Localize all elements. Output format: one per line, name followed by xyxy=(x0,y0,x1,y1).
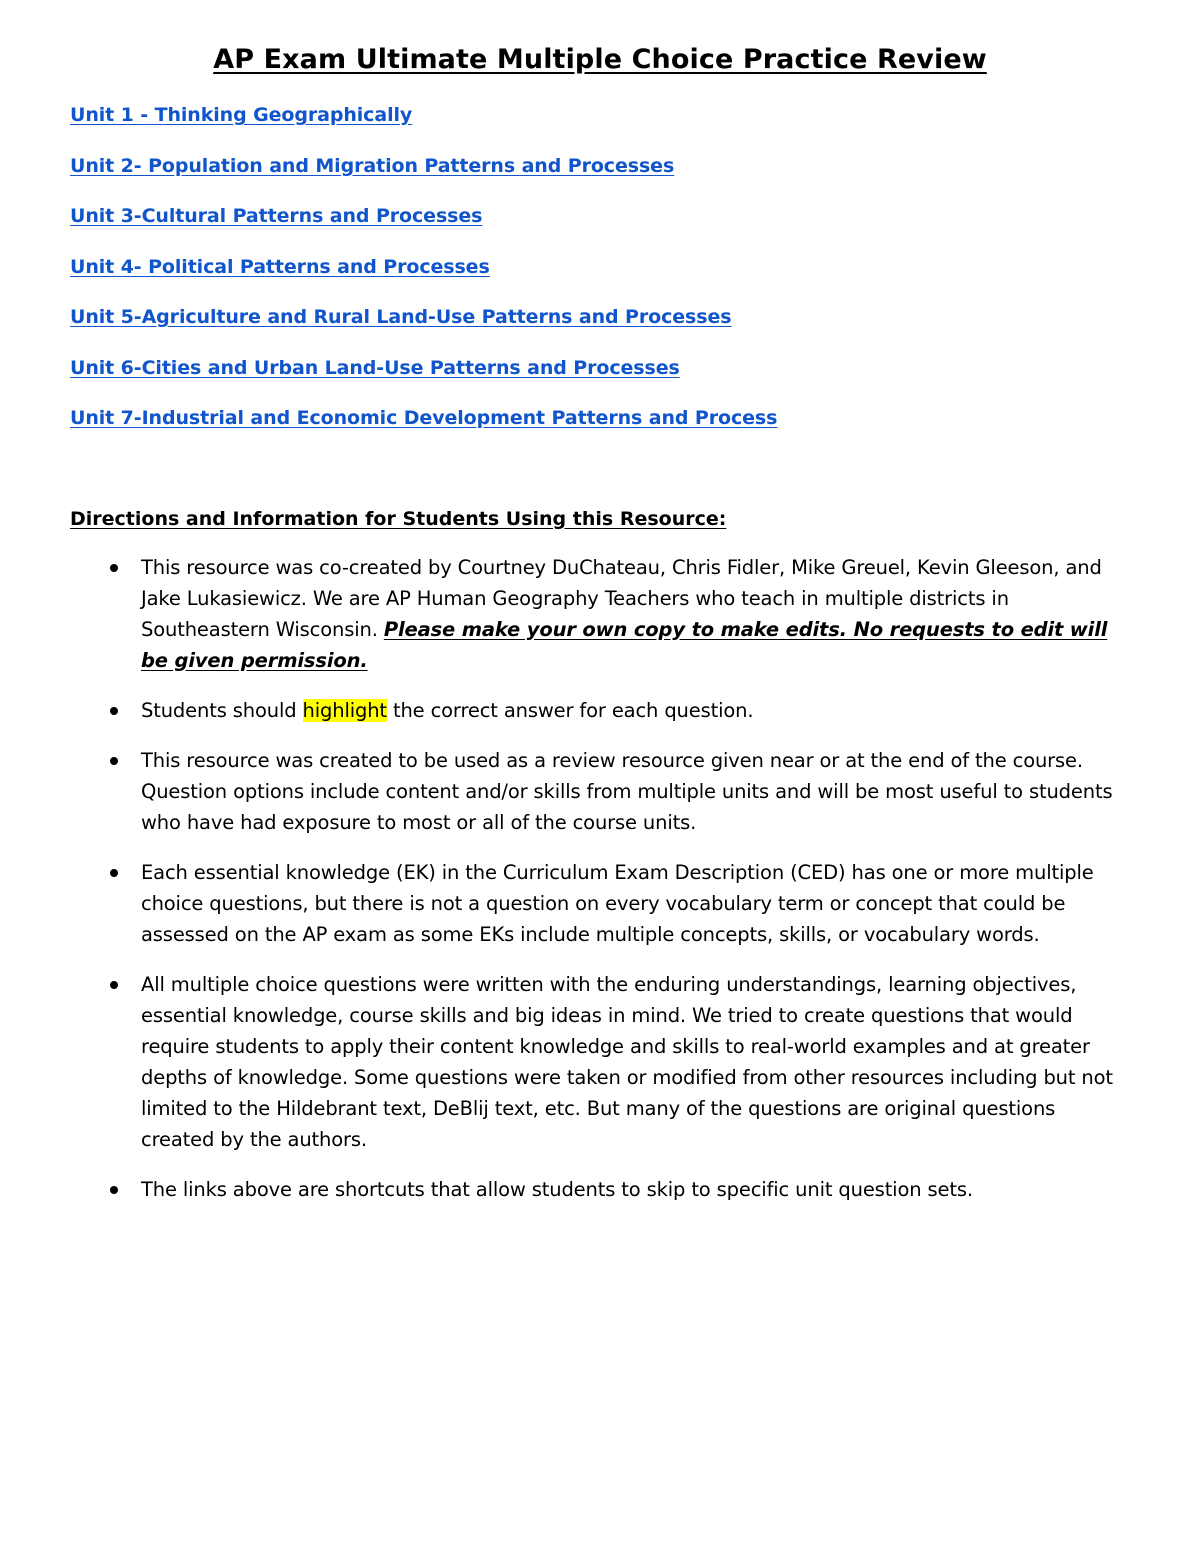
unit-link-item xyxy=(70,201,1130,252)
unit-5-link[interactable]: Unit 5-Agriculture and Rural Land-Use Patterns and Processes xyxy=(70,306,732,328)
bullet-text: Students should xyxy=(141,698,303,722)
highlighted-word: highlight xyxy=(302,698,387,722)
list-item xyxy=(70,552,1130,676)
unit-7-link[interactable]: Unit 7-Industrial and Economic Development Patterns and Process xyxy=(70,407,778,429)
bullet-text: the correct answer for each question. xyxy=(386,698,754,722)
bullet-text: Each essential knowledge (EK) in the Curriculum Exam Description (CED) has one or more multiple choice questions, but there is not a question on every vocabulary term or concept that could be assessed on the AP exam as some EKs include multiple concepts, skills, or vocabulary words. xyxy=(141,860,1094,946)
bullet-icon xyxy=(110,757,118,765)
bullet-icon xyxy=(110,707,118,715)
directions-heading: Directions and Information for Students Using this Resource: xyxy=(70,507,727,530)
page-title: AP Exam Ultimate Multiple Choice Practice Review xyxy=(213,44,987,75)
unit-link-item xyxy=(70,252,1130,303)
unit-link-item xyxy=(70,353,1130,404)
bullet-text: The links above are shortcuts that allow students to skip to specific unit question sets. xyxy=(141,1177,973,1201)
unit-1-link[interactable]: Unit 1 - Thinking Geographically xyxy=(70,104,413,126)
list-item xyxy=(70,969,1130,1155)
unit-link-item xyxy=(70,100,1130,151)
bullet-icon xyxy=(110,564,118,572)
list-item xyxy=(70,745,1130,838)
unit-2-link[interactable]: Unit 2- Population and Migration Patterns and Processes xyxy=(70,154,675,177)
list-item xyxy=(70,857,1130,950)
bullet-text: This resource was co-created by Courtney DuChateau, Chris Fidler, Mike Greuel, Kevin Gleeson, and Jake Lukasiewicz. We are AP Human Geography Teachers who teach in multiple districts in Southeastern Wisconsin. xyxy=(141,555,1102,641)
copy-permission-notice: Please make your own copy to make edits. No requests to edit will be given permission. xyxy=(141,617,1108,672)
bullet-text: All multiple choice questions were written with the enduring understandings, learning objectives, essential knowledge, course skills and big ideas in mind. We tried to create questions that would require students to apply their content knowledge and skills to real-world examples and at greater depths of knowledge. Some questions were taken or modified from other resources including but not limited to the Hildebrant text, DeBlij text, etc. But many of the questions are original questions created by the authors. xyxy=(141,972,1113,1151)
bullet-text: This resource was created to be used as a review resource given near or at the end of the course. Question options include content and/or skills from multiple units and will be most useful to students who have had exposure to most or all of the course units. xyxy=(141,748,1113,834)
bullet-icon xyxy=(110,869,118,877)
unit-3-link[interactable]: Unit 3-Cultural Patterns and Processes xyxy=(70,205,483,227)
unit-link-item xyxy=(70,302,1130,353)
unit-link-list xyxy=(70,100,1130,454)
directions-list xyxy=(70,552,1130,1205)
unit-6-link[interactable]: Unit 6-Cities and Urban Land-Use Patterns and Processes xyxy=(70,356,680,379)
unit-link-item xyxy=(70,151,1130,202)
bullet-icon xyxy=(110,1186,118,1194)
unit-link-item xyxy=(70,403,1130,454)
list-item xyxy=(70,1174,1130,1205)
bullet-icon xyxy=(110,981,118,989)
list-item xyxy=(70,695,1130,726)
unit-4-link[interactable]: Unit 4- Political Patterns and Processes xyxy=(70,255,490,278)
